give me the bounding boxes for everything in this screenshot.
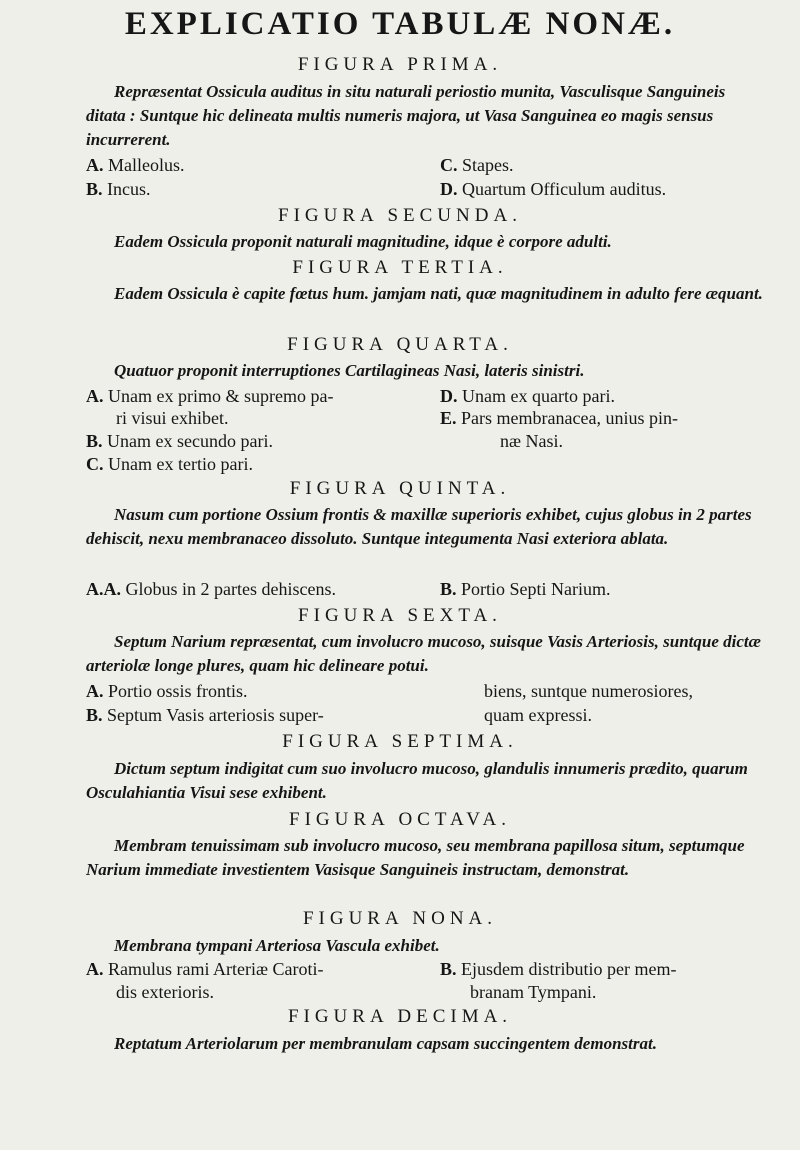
item-key: B. xyxy=(86,179,103,199)
figure-3-heading: FIGURA TERTIA. xyxy=(292,257,508,278)
page-title: EXPLICATIO TABULÆ NONÆ. xyxy=(124,6,676,42)
figure-9-item-a-cont: dis exterioris. xyxy=(116,982,214,1002)
item-label: Ejusdem distributio per mem- xyxy=(461,959,677,979)
item-label: Incus. xyxy=(107,179,151,199)
figure-1-heading: FIGURA PRIMA. xyxy=(297,54,503,75)
item-label: Malleolus. xyxy=(108,155,185,175)
item-key: A. xyxy=(86,155,104,175)
figure-3-description: Eadem Ossicula è capite fœtus hum. jamjam nati, quæ magnitudinem in adulto fere æquant. xyxy=(114,284,763,303)
item-key: D. xyxy=(440,179,458,199)
item-key: B. xyxy=(440,579,457,599)
item-key: B. xyxy=(86,431,103,451)
figure-4-item-d xyxy=(440,385,615,407)
figure-4-item-e-cont: næ Nasi. xyxy=(500,431,563,451)
figure-9-item-b-cont: branam Tympani. xyxy=(470,982,597,1002)
item-key: C. xyxy=(86,454,104,474)
item-label: Globus in 2 partes dehiscens. xyxy=(125,579,336,599)
item-label: Ramulus rami Arteriæ Caroti- xyxy=(108,959,324,979)
item-key: A. xyxy=(86,681,104,701)
item-key: D. xyxy=(440,386,458,406)
figure-6-item-b-cont: biens, suntque numerosiores, xyxy=(484,681,693,701)
figure-1-item-a xyxy=(86,154,185,176)
figure-9-heading: FIGURA NONA. xyxy=(302,908,498,929)
figure-7-description: Dictum septum indigitat cum suo involucro mucoso, glandulis innumeris prædito, quarum Osculahiantia Visui sese exhibent. xyxy=(86,759,748,802)
figure-4-description: Quatuor proponit interruptiones Cartilagineas Nasi, lateris sinistri. xyxy=(114,361,585,380)
figure-5-description: Nasum cum portione Ossium frontis & maxillæ superioris exhibet, cujus globus in 2 partes dehiscit, nexu membranaceo dissoluto. Suntque integumenta Nasi exteriora ablata. xyxy=(86,505,752,548)
figure-4-heading: FIGURA QUARTA. xyxy=(287,334,513,355)
figure-9-item-a xyxy=(86,958,323,980)
item-label: Unam ex tertio pari. xyxy=(108,454,253,474)
item-label: Unam ex secundo pari. xyxy=(107,431,273,451)
figure-2-description: Eadem Ossicula proponit naturali magnitudine, idque è corpore adulti. xyxy=(114,232,612,251)
item-key: B. xyxy=(86,705,103,725)
figure-1-item-d xyxy=(440,178,666,200)
item-key: A. xyxy=(86,959,104,979)
figure-10-description: Reptatum Arteriolarum per membranulam capsam succingentem demonstrat. xyxy=(114,1034,657,1053)
figure-8-description: Membram tenuissimam sub involucro mucoso, seu membrana papillosa situm, septumque Narium immediate investientem Vasisque Sanguineis instructam, demonstrat. xyxy=(86,836,745,879)
item-label: Portio ossis frontis. xyxy=(108,681,248,701)
figure-4-item-a xyxy=(86,385,333,407)
figure-6-heading: FIGURA SEXTA. xyxy=(298,605,502,626)
figure-5-item-a xyxy=(86,578,336,600)
figure-10-heading: FIGURA DECIMA. xyxy=(287,1006,513,1027)
item-key: A. xyxy=(86,386,104,406)
item-label: Septum Vasis arteriosis super- xyxy=(107,705,324,725)
figure-9-item-b xyxy=(440,958,676,980)
figure-6-item-b xyxy=(86,704,324,726)
figure-4-item-c xyxy=(86,453,253,475)
figure-4-item-a-cont: ri visui exhibet. xyxy=(116,408,229,428)
figure-4-item-b xyxy=(86,430,273,452)
figure-5-heading: FIGURA QUINTA. xyxy=(289,478,511,499)
figure-9-description: Membrana tympani Arteriosa Vascula exhibet. xyxy=(114,936,440,955)
figure-7-heading: FIGURA SEPTIMA. xyxy=(282,731,518,752)
figure-5-item-b xyxy=(440,578,611,600)
figure-6-description: Septum Narium repræsentat, cum involucro mucoso, suisque Vasis Arteriosis, suntque dictæ arteriolæ longe plures, quam hic delineare potui. xyxy=(86,632,761,675)
item-key: C. xyxy=(440,155,458,175)
item-label: Pars membranacea, unius pin- xyxy=(461,408,678,428)
figure-4-item-e xyxy=(440,407,678,429)
figure-2-heading: FIGURA SECUNDA. xyxy=(278,205,522,226)
item-label: Portio Septi Narium. xyxy=(461,579,611,599)
item-label: Unam ex quarto pari. xyxy=(462,386,615,406)
figure-1-item-b xyxy=(86,178,151,200)
figure-6-item-b-cont2: quam expressi. xyxy=(484,705,592,725)
item-label: Quartum Officulum auditus. xyxy=(462,179,667,199)
item-label: Stapes. xyxy=(462,155,514,175)
figure-1-description: Repræsentat Ossicula auditus in situ naturali periostio munita, Vasculisque Sanguineis ditata : Suntque hic delineata multis numeris majora, ut Vasa Sanguinea eo magis sensus incurrerent. xyxy=(86,82,726,149)
item-key: B. xyxy=(440,959,457,979)
figure-6-item-a xyxy=(86,680,248,702)
item-key: E. xyxy=(440,408,457,428)
item-key: A.A. xyxy=(86,579,121,599)
figure-1-item-c xyxy=(440,154,514,176)
figure-8-heading: FIGURA OCTAVA. xyxy=(289,809,511,830)
item-label: Unam ex primo & supremo pa- xyxy=(108,386,334,406)
